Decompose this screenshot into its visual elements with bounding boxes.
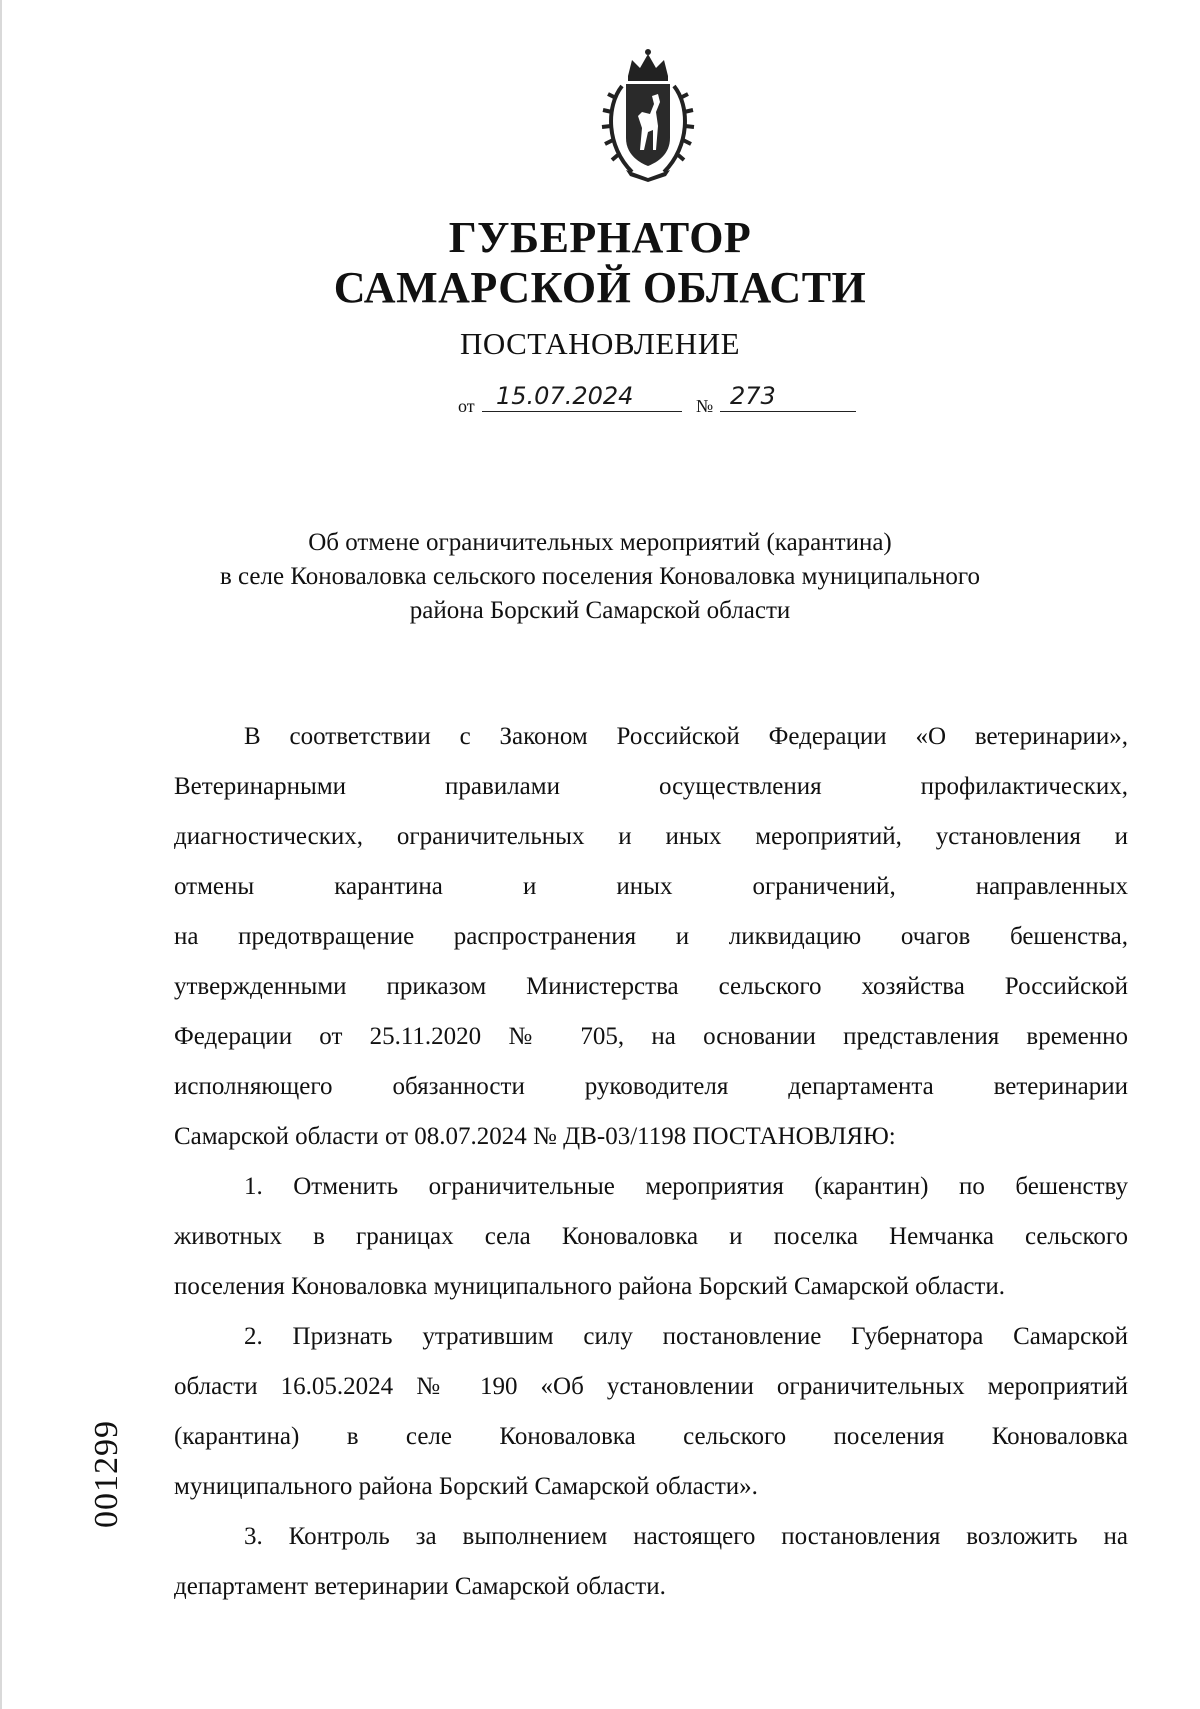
date-prefix: от (458, 396, 475, 416)
body-line: департамент ветеринарии Самарской области. (174, 1573, 666, 1600)
margin-registration-number: 001299 (88, 1420, 125, 1528)
body-line: исполняющего обязанности руководителя департамента ветеринарии (174, 1073, 1128, 1100)
body-line: Ветеринарными правилами осуществления профилактических, (174, 773, 1128, 800)
subject-line: в селе Коноваловка сельского поселения Коноваловка муниципального (219, 563, 981, 590)
body-line: поселения Коноваловка муниципального района Борский Самарской области. (174, 1273, 1005, 1300)
body-line: 2. Признать утратившим силу постановление Губернатора Самарской (244, 1323, 1128, 1350)
item-2-paragraph (174, 1312, 1128, 1512)
body-line: Федерации от 25.11.2020 № 705, на основании представления временно (174, 1023, 1128, 1050)
date-number-line (458, 382, 858, 418)
body-line: 3. Контроль за выполнением настоящего постановления возложить на (244, 1523, 1128, 1550)
body-line: 1. Отменить ограничительные мероприятия (карантин) по бешенству (244, 1173, 1128, 1200)
document-subject (190, 526, 1010, 628)
document-type: ПОСТАНОВЛЕНИЕ (459, 326, 741, 361)
body-line: на предотвращение распространения и ликвидацию очагов бешенства, (174, 923, 1128, 950)
body-line: Самарской области от 08.07.2024 № ДВ-03/1198 ПОСТАНОВЛЯЮ: (174, 1123, 896, 1150)
document-date: 15.07.2024 (482, 382, 682, 412)
item-3-paragraph (174, 1512, 1128, 1612)
body-line: отмены карантина и иных ограничений, направленных (174, 873, 1128, 900)
subject-line: района Борский Самарской области (409, 597, 791, 624)
document-body (174, 712, 1128, 1612)
issuer-title-line-2: САМАРСКОЙ ОБЛАСТИ (333, 263, 867, 312)
body-line: (карантина) в селе Коноваловка сельского поселения Коноваловка (174, 1423, 1128, 1450)
item-1-paragraph (174, 1162, 1128, 1312)
subject-line: Об отмене ограничительных мероприятий (карантина) (308, 529, 892, 556)
body-line: диагностических, ограничительных и иных мероприятий, установления и (174, 823, 1128, 850)
body-line: муниципального района Борский Самарской области». (174, 1473, 758, 1500)
number-sign: № (696, 396, 714, 416)
body-line: животных в границах села Коноваловка и поселка Немчанка сельского (174, 1223, 1128, 1250)
preamble-paragraph (174, 712, 1128, 1162)
samara-coat-of-arms-icon (592, 46, 704, 182)
body-line: В соответствии с Законом Российской Федерации «О ветеринарии», (244, 723, 1128, 750)
issuer-title-line-1: ГУБЕРНАТОР (448, 213, 752, 262)
document-number: 273 (720, 382, 856, 412)
body-line: утвержденными приказом Министерства сельского хозяйства Российской (174, 973, 1128, 1000)
body-line: области 16.05.2024 № 190 «Об установлении ограничительных мероприятий (174, 1373, 1128, 1400)
